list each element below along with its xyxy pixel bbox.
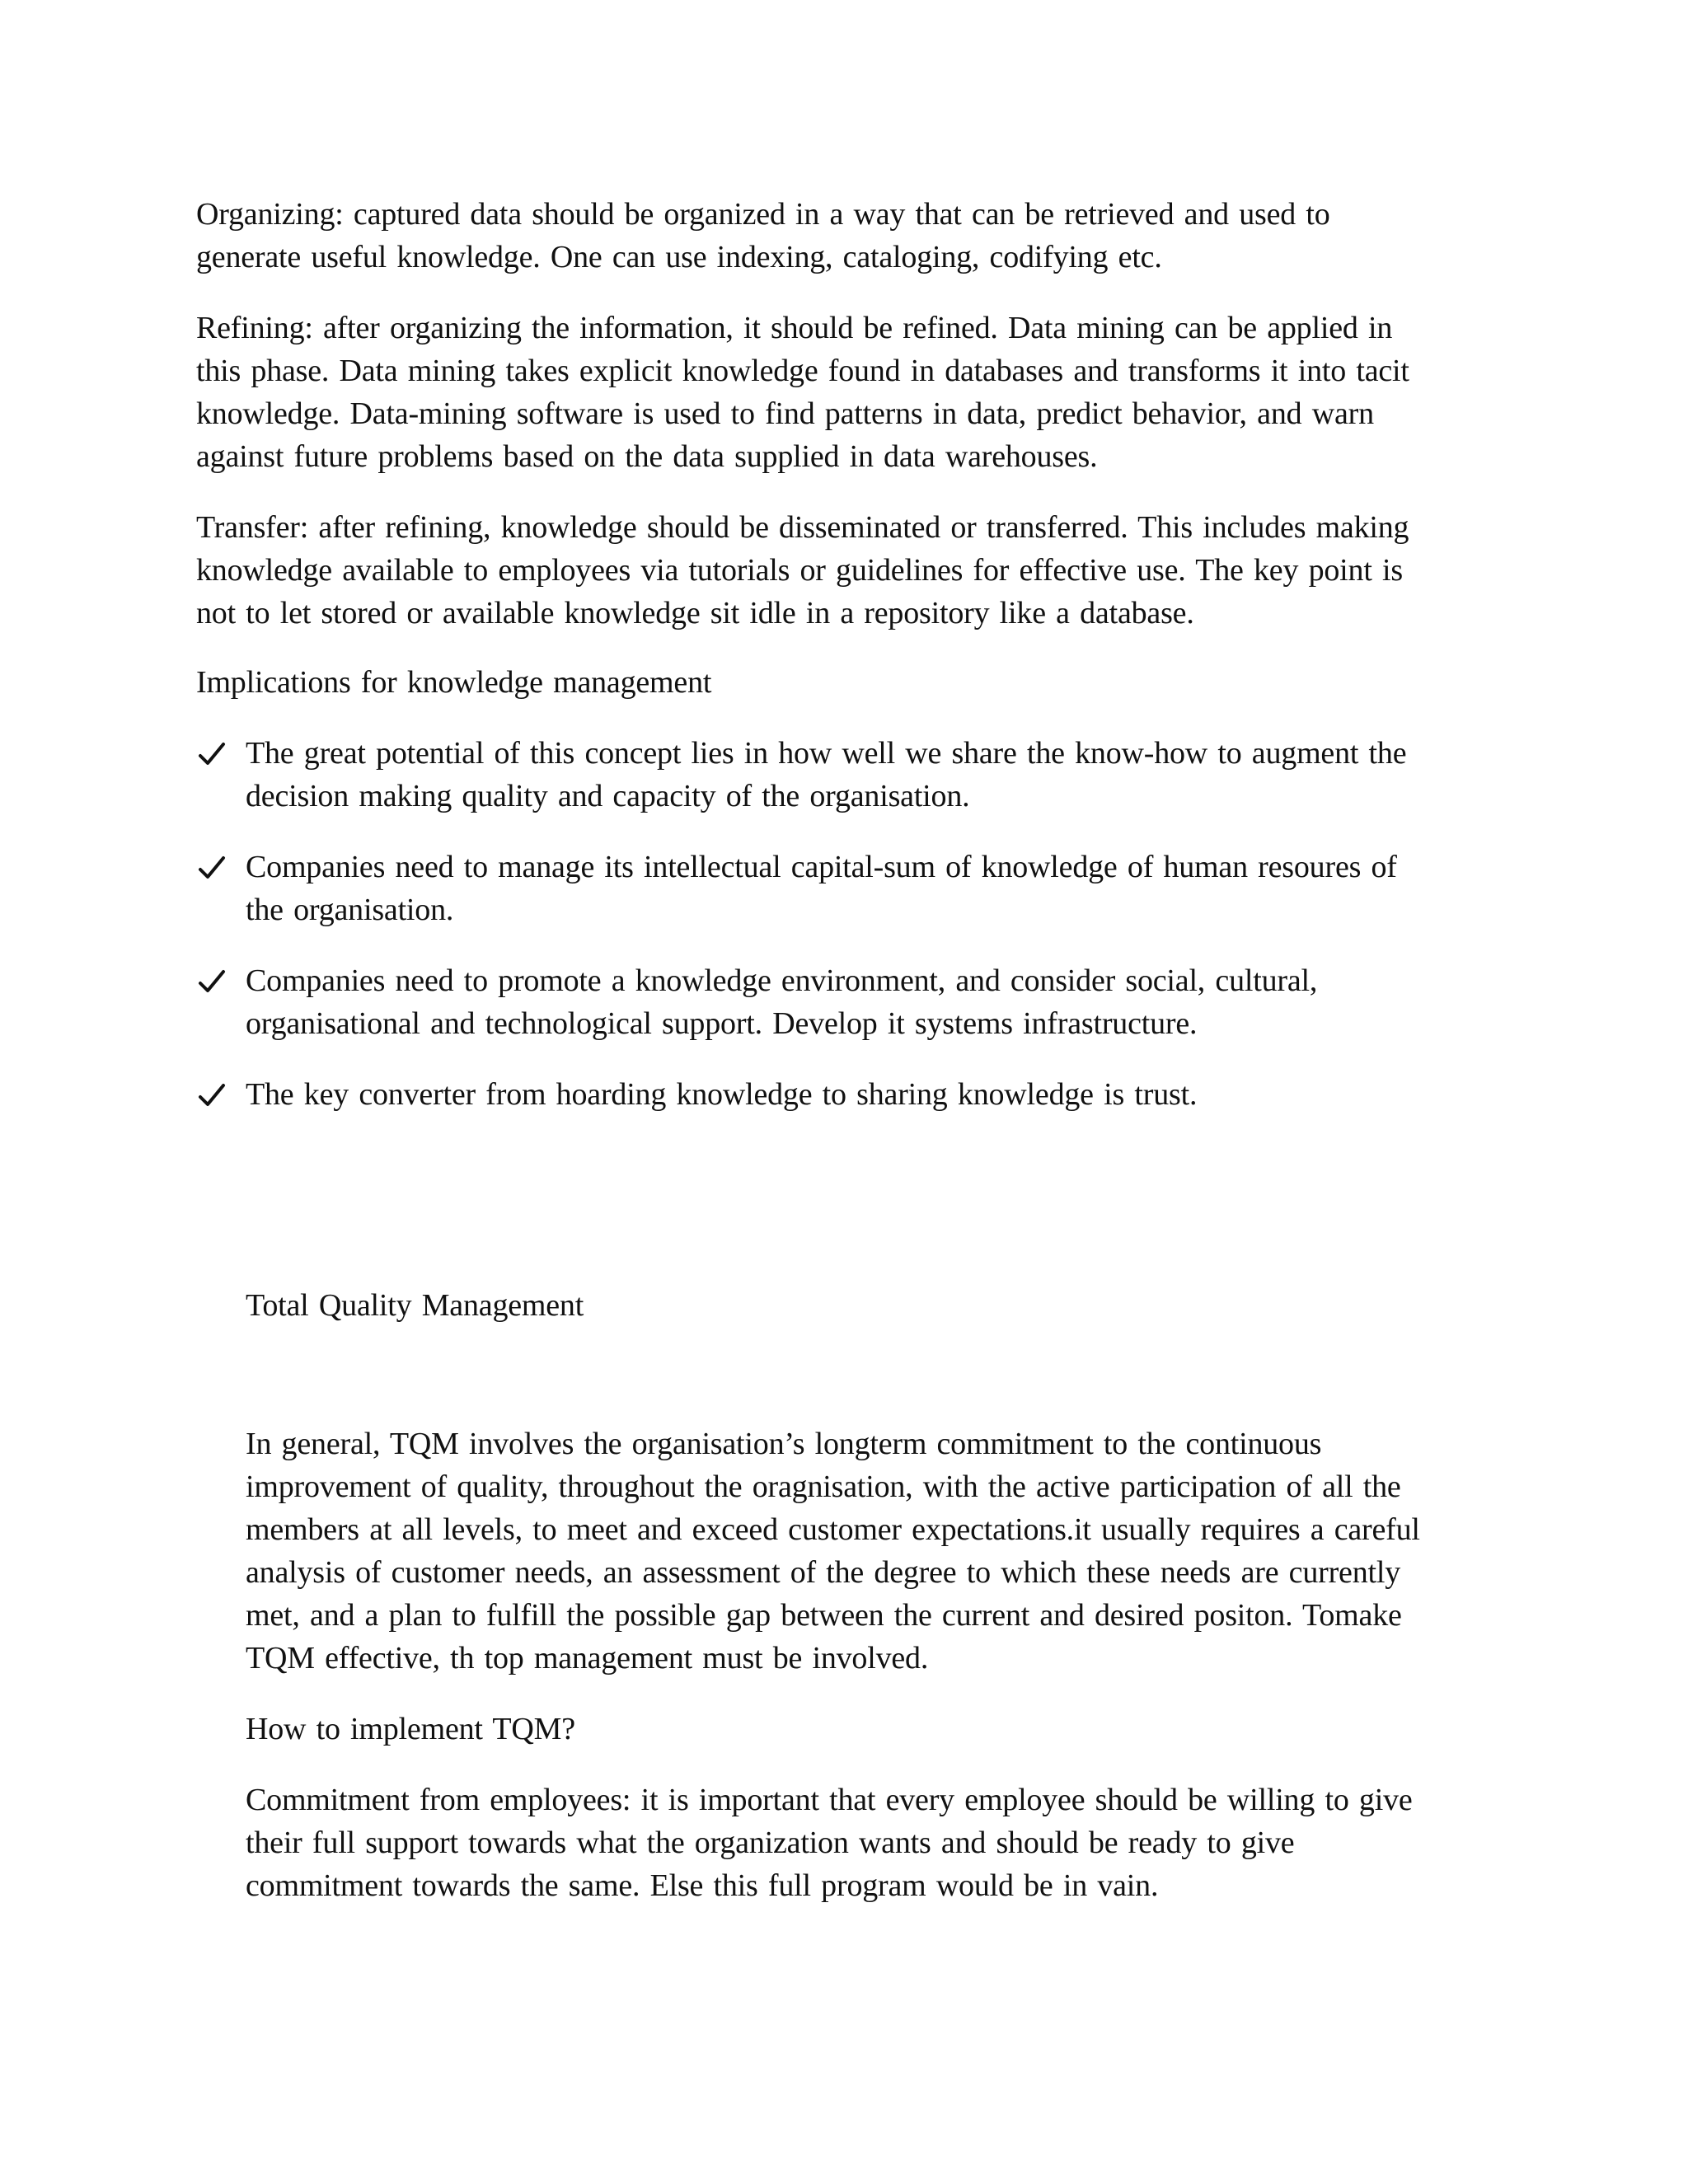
organizing-line-1: Organizing: captured data should be organized in a way that can be retrieved and used to [196,197,1330,232]
checkmark-icon [198,740,226,768]
organizing-line-2: generate useful knowledge. One can use indexing, cataloging, codifying etc. [196,240,1162,274]
tqm-line-4: analysis of customer needs, an assessment of the degree to which these needs are currently [246,1555,1401,1590]
implement-heading: How to implement TQM? [246,1712,575,1746]
refining-line-2: this phase. Data mining takes explicit knowledge found in databases and transforms it into tacit [196,354,1409,388]
tqm-heading: Total Quality Management [246,1288,584,1323]
tqm-line-3: members at all levels, to meet and exceed customer expectations.it usually requires a careful [246,1512,1420,1547]
checkmark-icon [198,854,226,882]
commitment-line-3: commitment towards the same. Else this full program would be in vain. [246,1868,1159,1903]
commitment-line-2: their full support towards what the organization wants and should be ready to give [246,1825,1295,1860]
tqm-line-1: In general, TQM involves the organisation’s longterm commitment to the continuous [246,1427,1322,1461]
implication-4-line-1: The key converter from hoarding knowledge to sharing knowledge is trust. [246,1077,1198,1112]
checkmark-icon [198,968,226,996]
implication-2-line-2: the organisation. [246,893,454,927]
transfer-line-3: not to let stored or available knowledge sit idle in a repository like a database. [196,596,1194,630]
tqm-line-6: TQM effective, th top management must be involved. [246,1641,929,1675]
implication-3-line-1: Companies need to promote a knowledge environment, and consider social, cultural, [246,963,1318,998]
tqm-line-5: met, and a plan to fulfill the possible gap between the current and desired positon. Tomake [246,1598,1402,1633]
implication-1-line-1: The great potential of this concept lies in how well we share the know-how to augment the [246,736,1407,771]
implication-1-line-2: decision making quality and capacity of the organisation. [246,779,970,813]
refining-line-4: against future problems based on the data supplied in data warehouses. [196,439,1098,474]
implication-2-line-1: Companies need to manage its intellectual capital-sum of knowledge of human resoures of [246,850,1397,884]
transfer-line-1: Transfer: after refining, knowledge should be disseminated or transferred. This includes making [196,510,1409,545]
commitment-line-1: Commitment from employees: it is important that every employee should be willing to give [246,1783,1413,1817]
implication-3-line-2: organisational and technological support. Develop it systems infrastructure. [246,1006,1198,1041]
refining-line-3: knowledge. Data-mining software is used to find patterns in data, predict behavior, and warn [196,396,1374,431]
refining-line-1: Refining: after organizing the information, it should be refined. Data mining can be applied in [196,311,1393,345]
implications-heading: Implications for knowledge management [196,665,712,700]
tqm-line-2: improvement of quality, throughout the oragnisation, with the active participation of all the [246,1469,1401,1504]
checkmark-icon [198,1081,226,1109]
transfer-line-2: knowledge available to employees via tutorials or guidelines for effective use. The key point is [196,553,1403,588]
